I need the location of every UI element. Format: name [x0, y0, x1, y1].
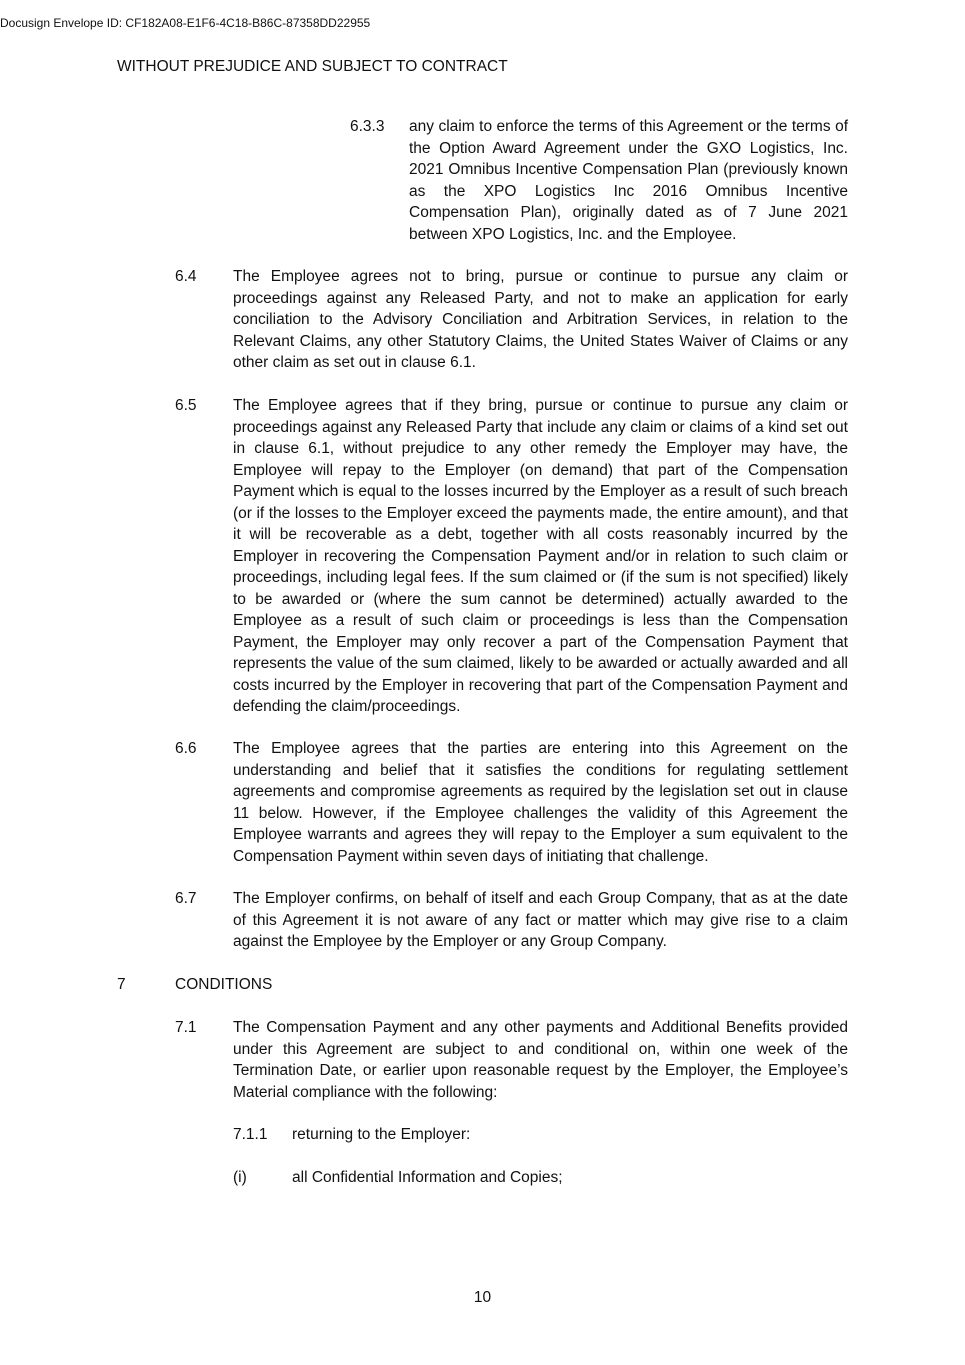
section-title: CONDITIONS	[175, 976, 273, 993]
clause-number: 7.1	[175, 1019, 197, 1036]
clause-text: all Confidential Information and Copies;	[292, 1169, 563, 1186]
clause-text: The Compensation Payment and any other payments and Additional Benefits provided under this Agreement are subject to and conditional on, within one week of the Termination Date, or earlier upon reasonable request by the Employer, the Employee’s Material compliance with the following:	[233, 1019, 848, 1101]
clause-number: 6.4	[175, 268, 197, 285]
clause-text: returning to the Employer:	[292, 1126, 471, 1143]
clause-text: The Employer confirms, on behalf of itself and each Group Company, that as at the date of this Agreement it is not aware of any fact or matter which may give rise to a claim against the Employee by the Employer or any Group Company.	[233, 890, 848, 950]
docusign-envelope-id: Docusign Envelope ID: CF182A08-E1F6-4C18-B86C-87358DD22955	[0, 16, 371, 30]
document-header: WITHOUT PREJUDICE AND SUBJECT TO CONTRACT	[117, 58, 508, 75]
section-number: 7	[117, 976, 126, 993]
clause-text: The Employee agrees not to bring, pursue or continue to pursue any claim or proceedings against any Released Party, and not to make an application for early conciliation to the Advisory Conciliation and Arbitration Services, in relation to the Relevant Claims, any other Statutory Claims, the United States Waiver of Claims or any other claim as set out in clause 6.1.	[233, 268, 848, 371]
clause-number: 6.6	[175, 740, 197, 757]
clause-number: 7.1.1	[233, 1126, 268, 1143]
clause-text: The Employee agrees that the parties are entering into this Agreement on the understanding and belief that it satisfies the conditions for regulating settlement agreements and compromise agreements as required by the legislation set out in clause 11 below. However, if the Employee challenges the validity of this Agreement the Employee warrants and agrees they will repay to the Employer a sum equivalent to the Compensation Payment within seven days of initiating that challenge.	[233, 740, 848, 865]
clause-number: 6.3.3	[350, 118, 385, 135]
clause-number: 6.5	[175, 397, 197, 414]
clause-number: (i)	[233, 1169, 247, 1186]
clause-text: any claim to enforce the terms of this Agreement or the terms of the Option Award Agreement under the GXO Logistics, Inc. 2021 Omnibus Incentive Compensation Plan (previously known as the XPO Logistics Inc 2016 Omnibus Incentive Compensation Plan), originally dated as of 7 June 2021 between XPO Logistics, Inc. and the Employee.	[409, 118, 848, 243]
clause-text: The Employee agrees that if they bring, pursue or continue to pursue any claim or proceedings against any Released Party that include any claim or claims of a kind set out in clause 6.1, without prejudice to any other remedy the Employer may have, the Employee will repay to the Employer (on demand) that part of the Compensation Payment which is equal to the losses incurred by the Employer as a result of such breach (or if the losses to the Employer exceed the payments made, the entire amount), and that it will be recoverable as a debt, together with all costs reasonably incurred by the Employer in recovering the Compensation Payment and/or in relation to such claim or proceedings, including legal fees. If the sum claimed or (if the sum is not specified) likely to be awarded or (where the sum cannot be determined) actually awarded to the Employee as a result of such claim or proceedings is less than the Compensation Payment, the Employer may only recover a part of the Compensation Payment that represents the value of the sum claimed, likely to be awarded or actually awarded and all costs incurred by the Employer in recovering that part of the Compensation Payment and defending the claim/proceedings.	[233, 397, 848, 715]
page-number: 10	[473, 1289, 492, 1306]
clause-number: 6.7	[175, 890, 197, 907]
